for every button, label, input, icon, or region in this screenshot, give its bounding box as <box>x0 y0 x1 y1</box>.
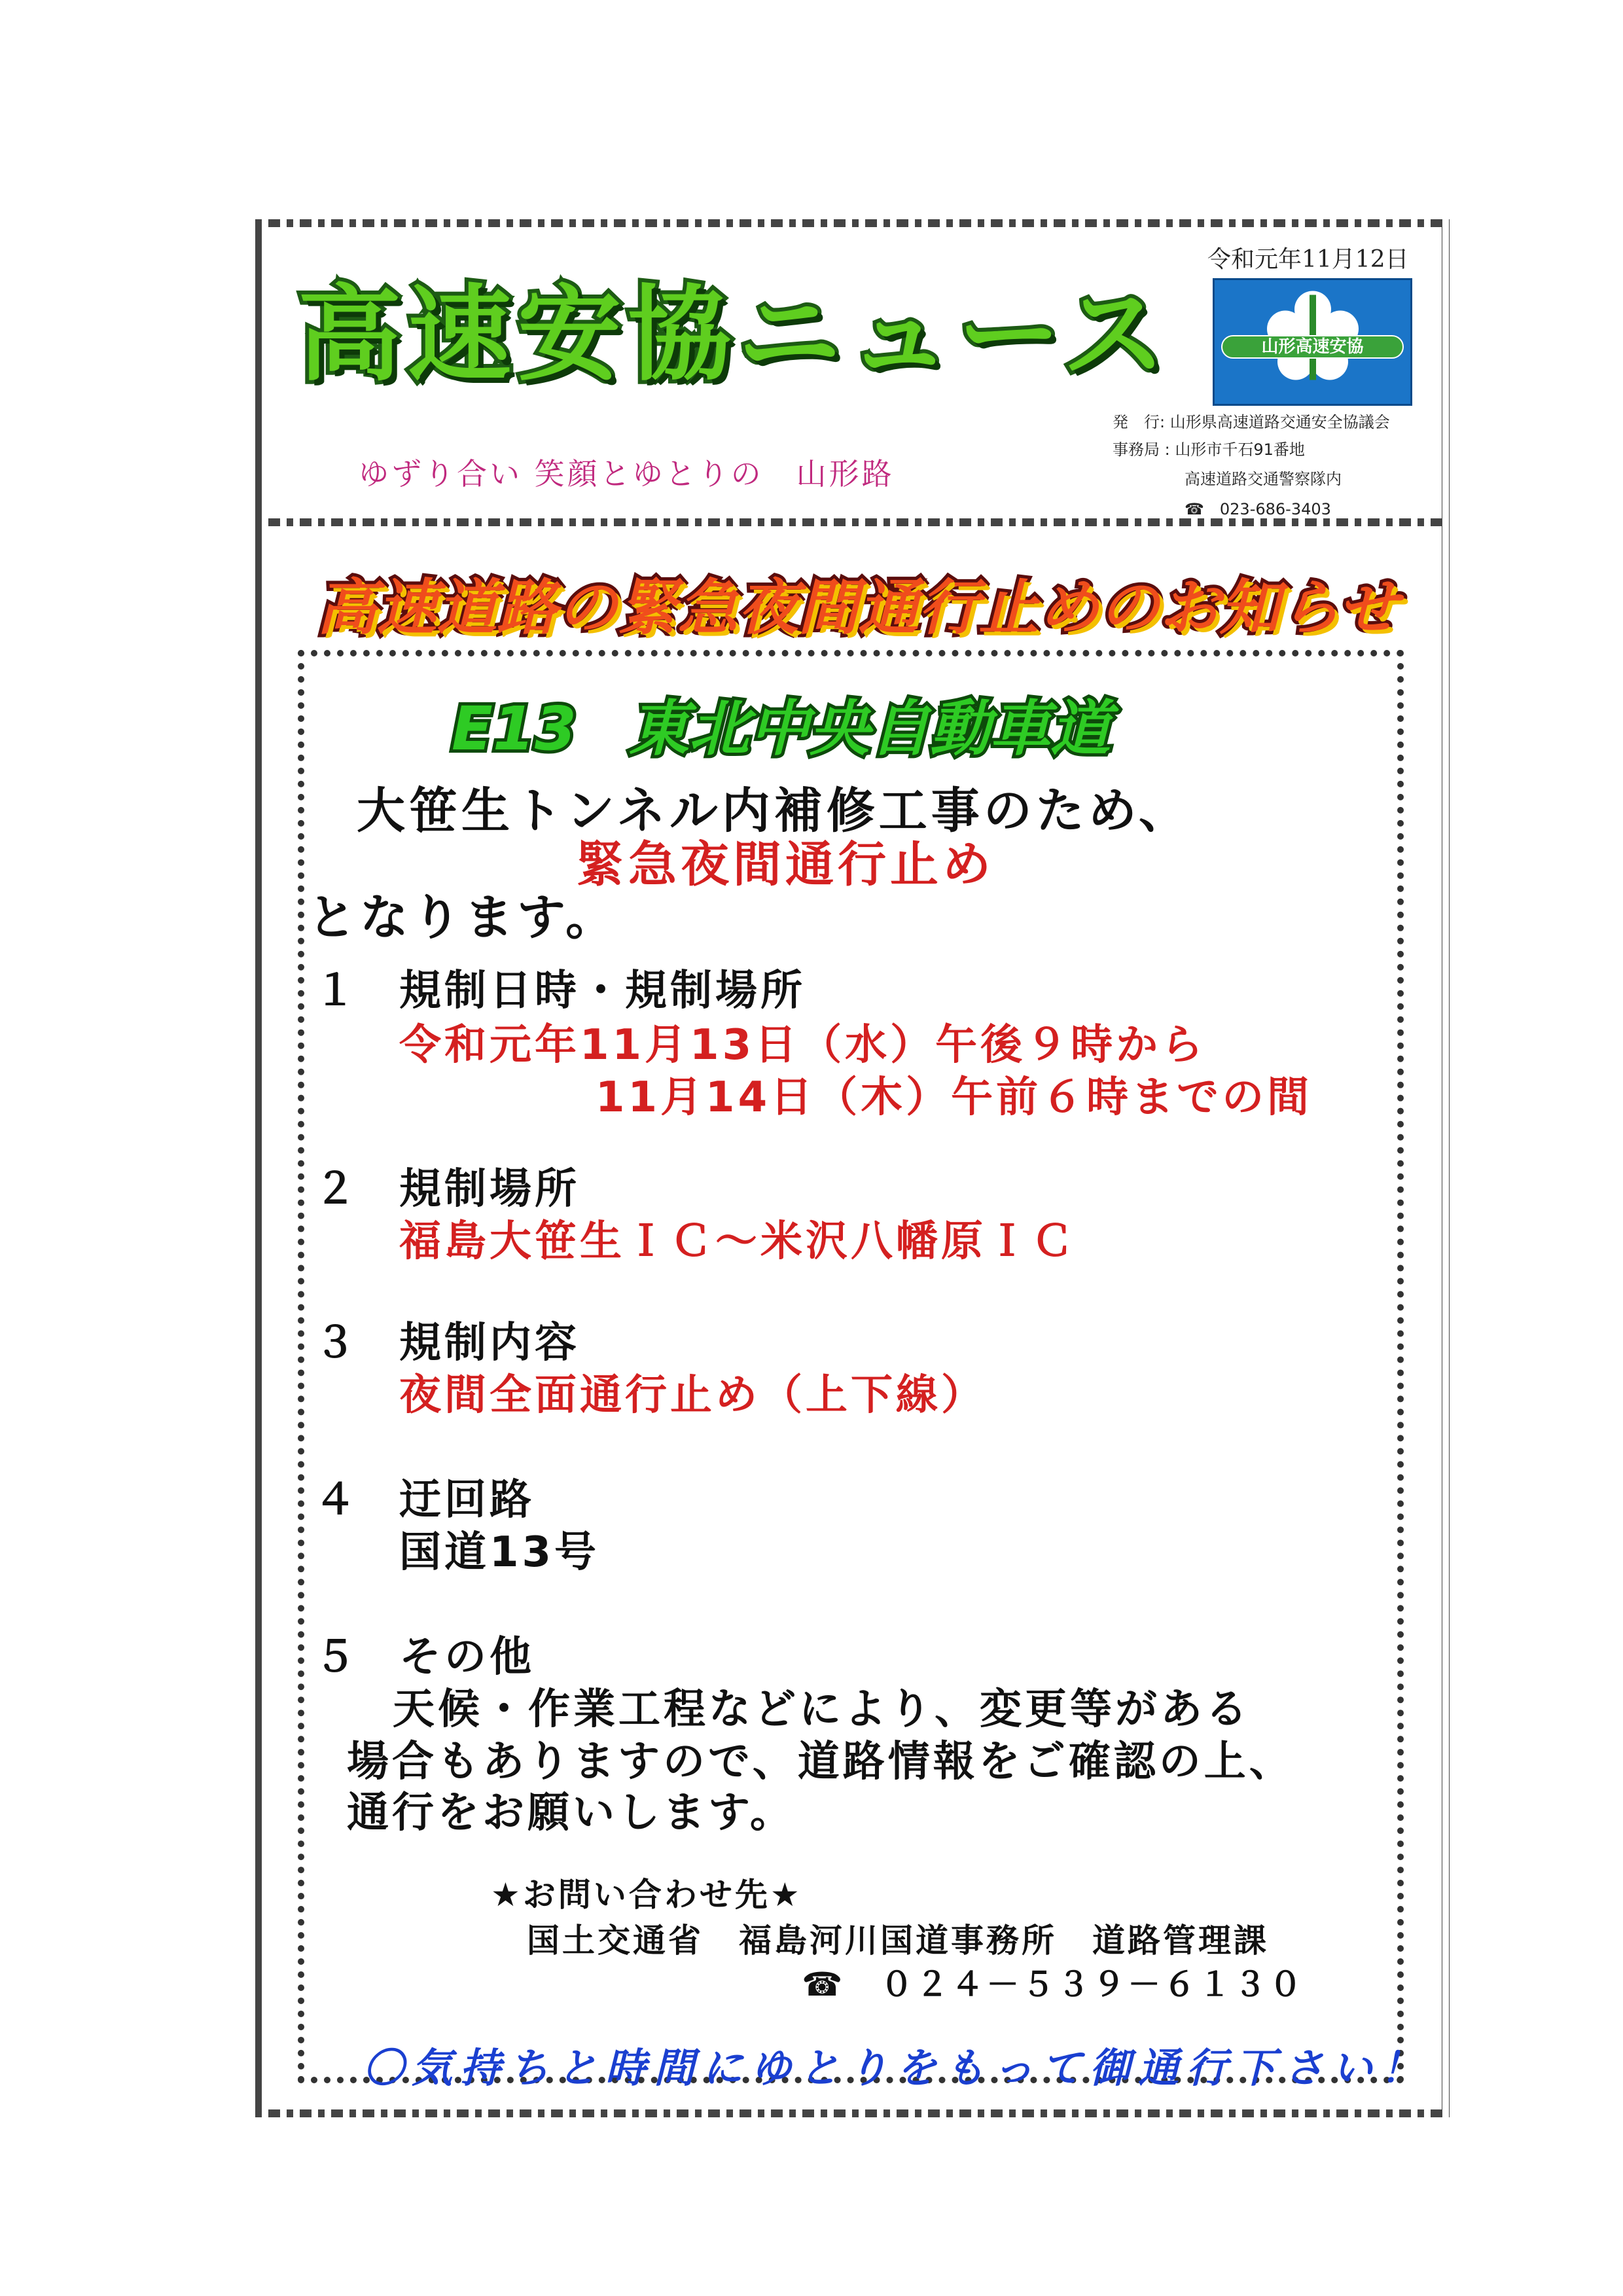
road-heading <box>452 681 1111 767</box>
item-line: 11月14日（木）午前６時までの間 <box>596 1073 1313 1122</box>
item-title: 規制日時・規制場所 <box>399 967 806 1015</box>
notice-headline: 高速道路の緊急夜間通行止めのお知らせ <box>316 573 1399 643</box>
item-number: ４ <box>314 1476 359 1524</box>
item-line: 天候・作業工程などにより、変更等がある <box>393 1685 1251 1734</box>
item-title: 規制場所 <box>399 1165 580 1213</box>
logo-label: 山形高速安協 <box>1221 335 1404 359</box>
slogan: ゆずり合い 笑顔とゆとりの 山形路 <box>359 456 895 492</box>
item-title: 迂回路 <box>399 1476 535 1524</box>
publisher-office-sub: 高速道路交通警察隊内 <box>1185 470 1342 488</box>
item-title: その他 <box>399 1633 535 1681</box>
publisher-issuer: 発 行: 山形県高速道路交通安全協議会 <box>1113 413 1390 431</box>
issue-date: 令和元年11月12日 <box>1207 246 1409 273</box>
contact-organization: 国土交通省 福島河川国道事務所 道路管理課 <box>527 1922 1269 1960</box>
item-title: 規制内容 <box>399 1319 580 1367</box>
item-number: ５ <box>314 1633 359 1681</box>
association-logo <box>1213 278 1412 406</box>
item-line: 夜間全面通行止め（上下線） <box>399 1371 986 1420</box>
item-line: 場合もありますので、道路情報をご確認の上、 <box>347 1738 1294 1786</box>
intro-line-2: 緊急夜間通行止め <box>576 836 995 893</box>
item-number: ２ <box>314 1165 359 1213</box>
contact-phone: ☎ ０２４－５３９－６１３０ <box>802 1965 1305 2003</box>
publisher-phone: ☎ 023-686-3403 <box>1185 500 1331 518</box>
item-line: 福島大笹生ＩＣ～米沢八幡原ＩＣ <box>399 1217 1077 1266</box>
contact-heading: ★お問い合わせ先★ <box>491 1876 802 1914</box>
newsletter-title: 高速安協ニュース <box>298 275 1173 395</box>
header-divider <box>255 518 1450 526</box>
publisher-office: 事務局 : 山形市千石91番地 <box>1113 440 1305 459</box>
road-name: 東北中央自動車道 <box>628 694 1111 764</box>
intro-line-1: 大笹生トンネル内補修工事のため、 <box>357 783 1191 839</box>
intro-line-3: となります。 <box>308 889 618 946</box>
item-line: 令和元年11月13日（水）午後９時から <box>399 1021 1207 1069</box>
item-line: 通行をお願いします。 <box>347 1789 795 1837</box>
road-code: E13 <box>452 694 577 764</box>
item-number: １ <box>314 967 359 1015</box>
safety-message: 〇気持ちと時間にゆとりをもって御通行下さい！ <box>363 2044 1429 2092</box>
item-number: ３ <box>314 1319 359 1367</box>
item-line: 国道13号 <box>399 1528 600 1577</box>
